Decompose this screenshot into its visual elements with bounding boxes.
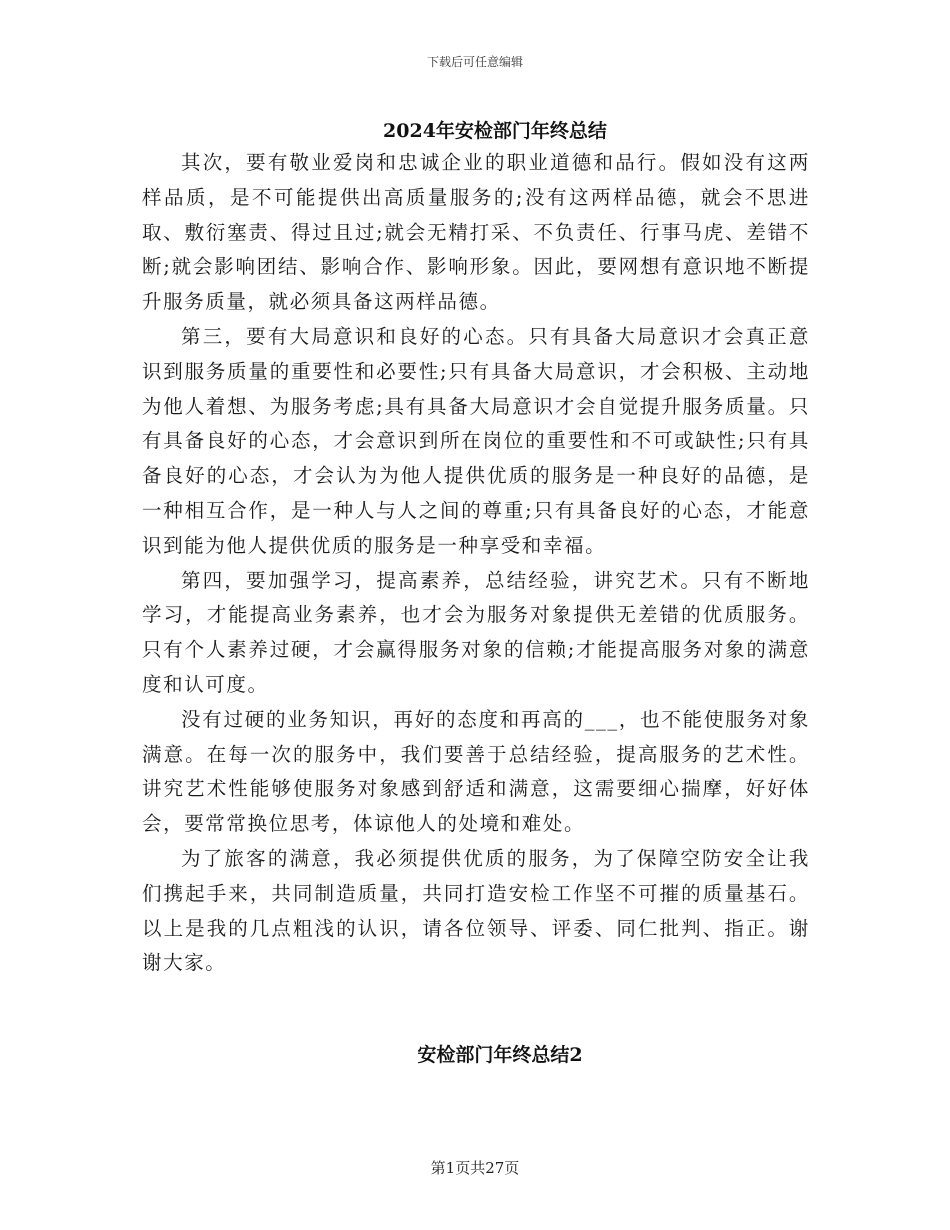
page-footer: 第1页共27页 xyxy=(430,1159,520,1177)
document-body xyxy=(142,146,810,981)
paragraph: 其次，要有敬业爱岗和忠诚企业的职业道德和品行。假如没有这两样品质，是不可能提供出高质量服务的;没有这两样品德，就会不思进取、敷衍塞责、得过且过;就会无精打采、不负责任、行事马虎、差错不断;就会影响团结、影响合作、影响形象。因此，要网想有意识地不断提升服务质量，就必须具备这两样品德。 xyxy=(142,151,810,314)
paragraph: 第三，要有大局意识和良好的心态。只有具备大局意识才会真正意识到服务质量的重要性和必要性;只有具备大局意识，才会积极、主动地为他人着想、为服务考虑;具有具备大局意识才会自觉提升服务质量。只有具备良好的心态，才会意识到所在岗位的重要性和不可或缺性;只有具备良好的心态，才会认为为他人提供优质的服务是一种良好的品德，是一种相互合作，是一种人与人之间的尊重;只有具备良好的心态，才能意识到能为他人提供优质的服务是一种享受和幸福。 xyxy=(142,324,810,557)
paragraph: 第四，要加强学习，提高素养，总结经验，讲究艺术。只有不断地学习，才能提高业务素养，也才会为服务对象提供无差错的优质服务。只有个人素养过硬，才会赢得服务对象的信赖;才能提高服务对象的满意度和认可度。 xyxy=(142,568,810,696)
header-note: 下载后可任意编辑 xyxy=(426,55,523,69)
paragraph: 没有过硬的业务知识，再好的态度和再高的___，也不能使服务对象满意。在每一次的服务中，我们要善于总结经验，提高服务的艺术性。讲究艺术性能够使服务对象感到舒适和满意，这需要细心揣摩，好好体会，要常常换位思考，体谅他人的处境和难处。 xyxy=(142,707,810,836)
section-title: 安检部门年终总结2 xyxy=(417,1044,583,1066)
document-title: 2024年安检部门年终总结 xyxy=(383,120,607,142)
paragraph: 为了旅客的满意，我必须提供优质的服务，为了保障空防安全让我们携起手来，共同制造质量，共同打造安检工作坚不可摧的质量基石。以上是我的几点粗浅的认识，请各位领导、评委、同仁批判、指正。谢谢大家。 xyxy=(142,846,810,975)
